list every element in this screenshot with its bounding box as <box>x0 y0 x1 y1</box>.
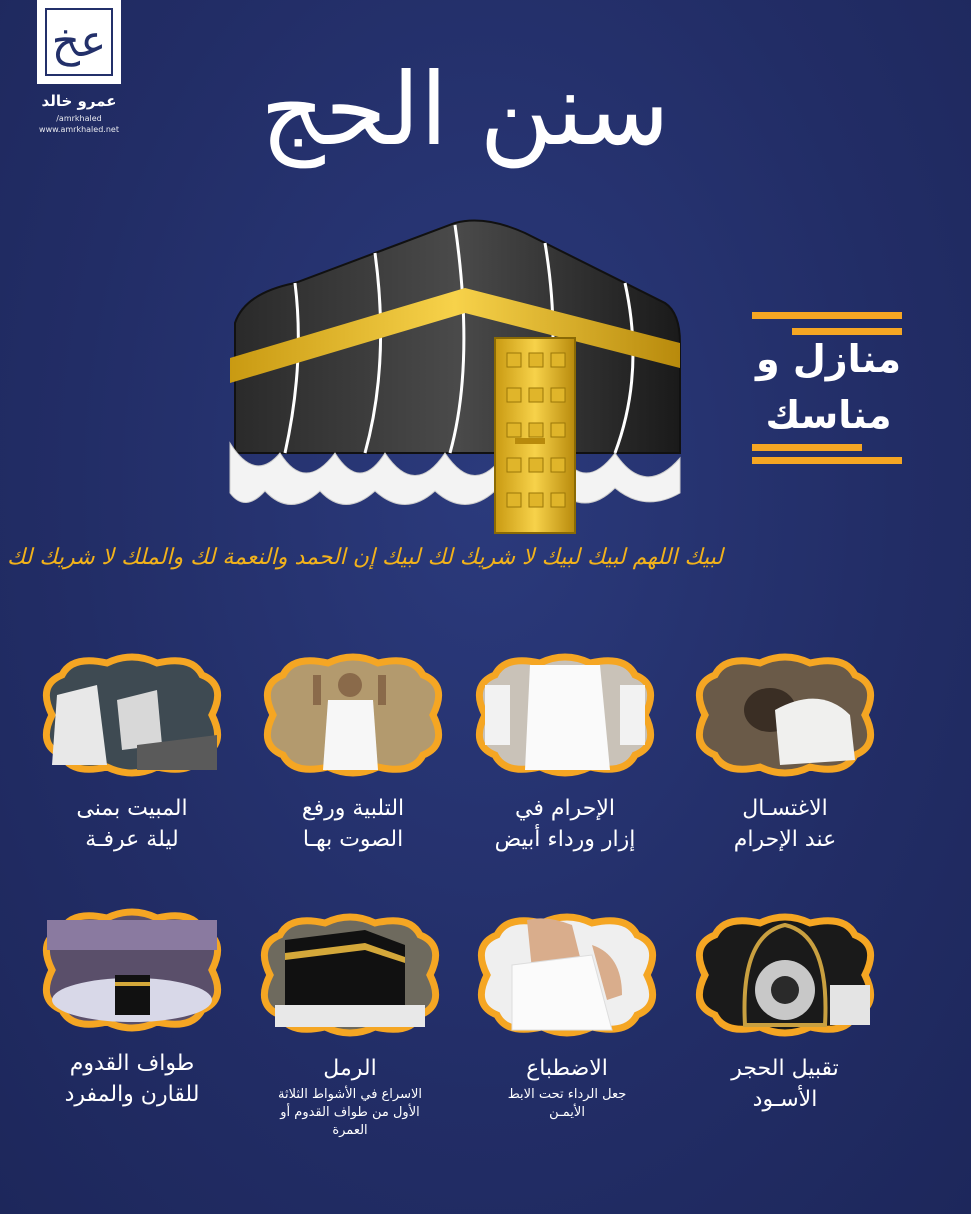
badge-bar-2 <box>792 328 902 335</box>
talbiya-calligraphy: لبيك اللهم لبيك لبيك لا شريك لك لبيك إن الحمد والنعمة لك والملك لا شريك لك <box>7 545 723 570</box>
card-black-stone-label-2: الأسـود <box>752 1087 818 1112</box>
card-talbiya-label-1: التلبية ورفع <box>301 796 405 821</box>
badge-bar-3 <box>752 444 862 451</box>
brand-social-handle: /amrkhaled <box>56 114 102 123</box>
manazel-badge <box>752 312 905 464</box>
card-ihram-photo <box>470 655 660 775</box>
badge-line-2: مناسك <box>765 393 892 437</box>
badge-top-bar <box>752 312 902 319</box>
card-raml-photo <box>255 915 445 1035</box>
page-title: سنن الحج <box>260 51 670 168</box>
badge-bottom-bar <box>752 457 902 464</box>
card-raml <box>255 915 445 1140</box>
card-mina-label-1: المبيت بمنى <box>76 796 188 821</box>
badge-line-1: منازل و <box>755 337 901 381</box>
brand-website: www.amrkhaled.net <box>39 125 119 134</box>
card-black-stone-photo <box>690 915 880 1035</box>
kaaba-illustration <box>225 213 685 543</box>
card-black-stone-label-1: تقبيل الحجر <box>731 1056 839 1081</box>
card-tawaf-photo <box>37 910 227 1030</box>
card-tawaf-label-2: للقارن والمفرد <box>64 1082 200 1107</box>
card-ghusl-photo <box>690 655 880 775</box>
brand-block <box>33 0 125 134</box>
brand-logo <box>37 0 121 84</box>
card-tawaf-label-1: طواف القدوم <box>69 1051 195 1076</box>
card-idtiba-photo <box>472 915 662 1035</box>
card-raml-label-1: الرمل <box>323 1056 377 1081</box>
card-mina <box>37 655 227 855</box>
brand-logo-glyph: عخ <box>45 8 113 76</box>
card-ihram <box>470 655 660 855</box>
card-idtiba <box>472 915 662 1122</box>
card-mina-label-2: ليلة عرفـة <box>85 827 179 852</box>
card-talbiya-label-2: الصوت بهـا <box>302 827 404 852</box>
card-idtiba-label-1: الاضطباع <box>526 1056 608 1081</box>
card-ghusl <box>690 655 880 855</box>
card-talbiya-photo <box>258 655 448 775</box>
card-ihram-label-2: إزار ورداء أبيض <box>494 827 636 852</box>
card-talbiya <box>258 655 448 855</box>
card-mina-photo <box>37 655 227 775</box>
card-tawaf <box>37 910 227 1110</box>
card-raml-sub: الاسراع في الأشواط الثلاثة الأول من طواف القدوم أو العمرة <box>277 1087 422 1138</box>
card-idtiba-sub: جعل الرداء تحت الابط الأيمـن <box>507 1087 627 1120</box>
card-black-stone <box>690 915 880 1115</box>
brand-name: عمرو خالد <box>41 92 117 110</box>
card-ghusl-label-1: الاغتسـال <box>742 796 828 821</box>
card-ghusl-label-2: عند الإحرام <box>733 827 837 852</box>
card-ihram-label-1: الإحرام في <box>515 796 615 821</box>
